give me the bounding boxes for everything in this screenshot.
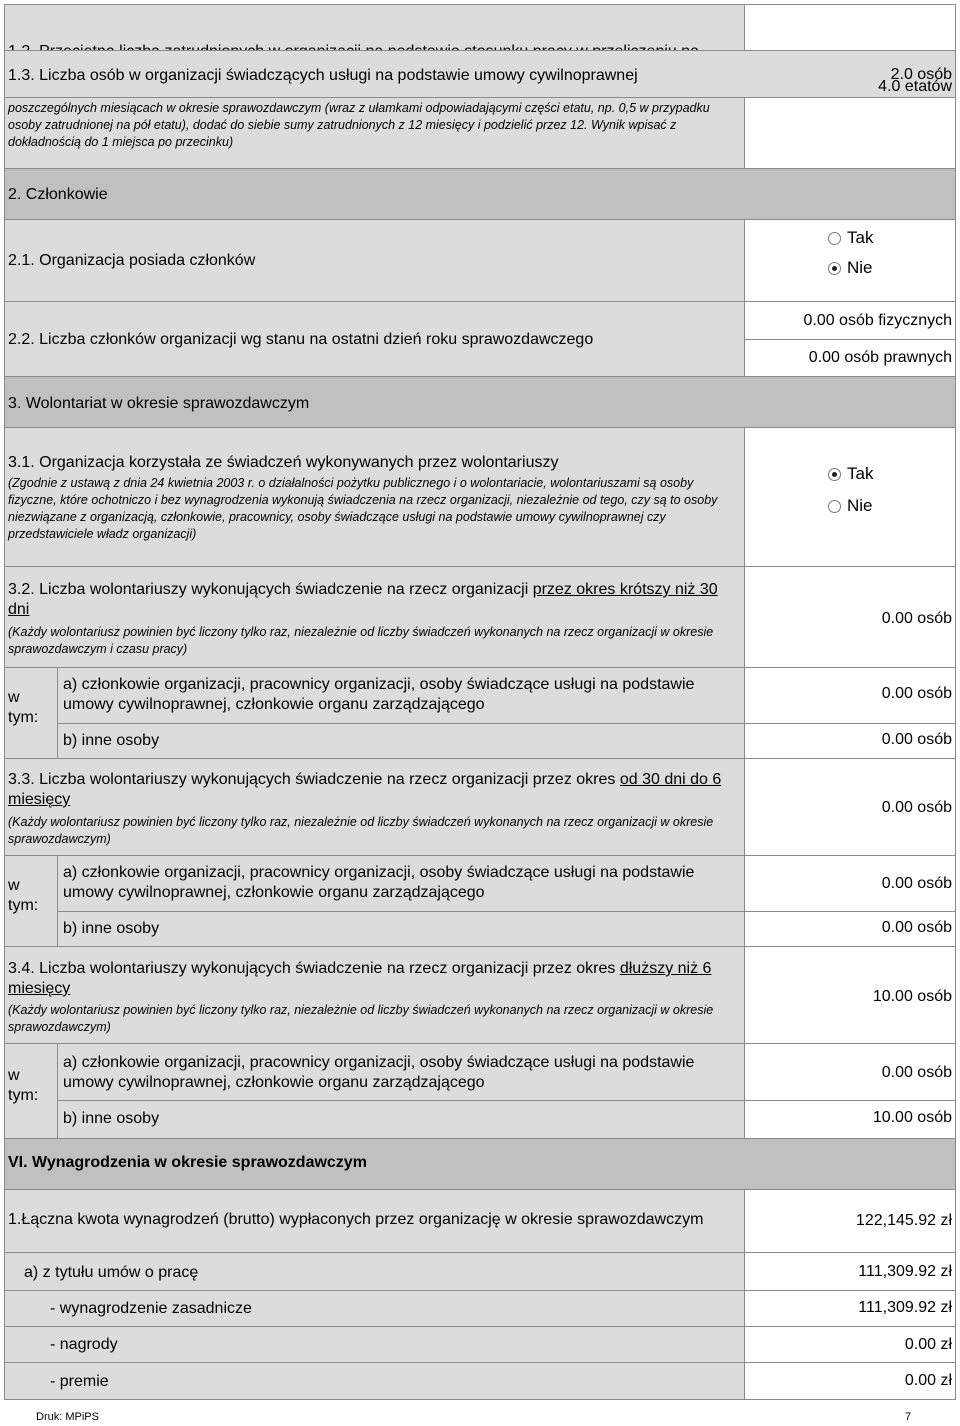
q3-4-b-label: b) inne osoby [63,1110,160,1127]
q3-4-b-value: 10.00 osób [872,1109,952,1126]
q3-3-b-cell [57,911,745,947]
radio-circle-icon[interactable] [828,232,841,245]
q3-1-note: (Zgodnie z ustawą z dnia 24 kwietnia 2003 r. o działalności pożytku publicznego i o wolontariacie, wolontariuszami są osoby fizyczne, które ochotniczo i bez wynagrodzenia wykonują świadczenia na rzecz organizacji, niezależnie od tego, czy są to osoby niezwiązane z organizacją, członkowie, pracownicy, osoby świadczące usługi na podstawie umowy cywilnoprawnej czy przedstawiciele władz organizacji) [8,476,718,541]
section-3-heading: 3. Wolontariat w okresie sprawozdawczym [8,395,310,412]
q3-4-title [8,959,743,999]
q3-2-note: (Każdy wolontariusz powinien być liczony tylko raz, niezależnie od liczby świadczeń wykonanych na rzecz organizacji w okresie sprawozdawczym i czasu pracy) [8,625,714,656]
q3-4-title-text: 3.4. Liczba wolontariuszy wykonujących świadczenie na rzecz organizacji przez okres [8,960,620,977]
q3-2-b-label: b) inne osoby [63,732,160,749]
vi-a3-value: 0.00 zł [904,1372,952,1389]
q3-1-radio-nie[interactable] [828,496,873,516]
q3-3-a-label: a) członkowie organizacji, pracownicy organizacji, osoby świadczące usługi na podstawie umowy cywilnoprawnej, członkowie organu zarządzającego [63,864,695,901]
q3-2-b-cell [57,723,745,759]
q3-4-value: 10.00 osób [872,988,952,1005]
q3-4-title-underlined: dłuższy niż 6 miesięcy [8,960,712,997]
q2-2-fizyczne-value: 0.00 osób fizycznych [803,312,952,329]
q3-3-value: 0.00 osób [881,799,952,816]
q3-3-title-underlined: od 30 dni do 6 miesięcy [8,771,722,808]
vi-a3-label-cell [4,1362,745,1400]
vi-a1-title: - wynagrodzenie zasadnicze [50,1300,252,1317]
radio-label: Nie [847,258,873,277]
radio-label: Tak [847,228,874,247]
q3-2-a-label: a) członkowie organizacji, pracownicy organizacji, osoby świadczące usługi na podstawie umowy cywilnoprawnej, członkowie organu zarządzającego [63,676,695,713]
row-1-3-value: 2.0 osób [890,66,952,83]
q2-2-title: 2.2. Liczba członków organizacji wg stanu na ostatni dzień roku sprawozdawczego [8,331,594,348]
q3-1-title: 3.1. Organizacja korzystała ze świadczeń wykonywanych przez wolontariuszy [8,454,559,471]
q3-3-a-value: 0.00 osób [881,875,952,892]
q3-1-radio-tak[interactable] [828,464,873,484]
q3-3-b-label: b) inne osoby [63,920,160,937]
q3-2-title [8,580,743,620]
q3-3-note: (Każdy wolontariusz powinien być liczony tylko raz, niezależnie od liczby świadczeń wykonanych na rzecz organizacji w okresie sprawozdawczym) [8,815,714,846]
row-1-2-value: 4.0 etatów [878,78,952,95]
q3-3-b-value: 0.00 osób [881,919,952,936]
vi-a1-value: 111,309.92 zł [858,1299,952,1316]
q3-2-b-value: 0.00 osób [881,731,952,748]
q3-2-a-value: 0.00 osób [881,685,952,702]
q2-2-prawne-value: 0.00 osób prawnych [808,349,952,366]
vi-a-value: 111,309.92 zł [858,1263,952,1280]
q3-3-wtym-label: w tym: [8,877,39,914]
q2-1-title: 2.1. Organizacja posiada członków [8,252,256,269]
vi-q1-value: 122,145.92 zł [855,1212,952,1229]
q3-4-a-label: a) członkowie organizacji, pracownicy organizacji, osoby świadczące usługi na podstawie umowy cywilnoprawnej, członkowie organu zarządzającego [63,1054,695,1091]
q3-2-value: 0.00 osób [881,610,952,627]
q3-2-title-text: 3.2. Liczba wolontariuszy wykonujących świadczenie na rzecz organizacji [8,581,533,598]
footer-print-label: Druk: MPiPS [36,1411,99,1423]
q3-4-wtym-label: w tym: [8,1067,39,1104]
vi-a3-title: - premie [50,1373,109,1390]
radio-circle-selected-icon[interactable] [828,262,841,275]
radio-label: Nie [847,496,873,515]
row-1-2-note: poszczególnych miesiącach w okresie sprawozdawczym (wraz z ułamkami odpowiadającymi części etatu, np. 0,5 w przypadku osoby zatrudnionej na pół etatu), dodać do siebie sumy zatrudnionych z 12 miesięcy i podzielić przez 12. Wynik wpisać z dokładnością do 1 miejsca po przecinku) [8,101,710,149]
vi-a-title: a) z tytułu umów o pracę [24,1264,199,1281]
q3-4-b-cell [57,1100,745,1139]
q3-3-title-text: 3.3. Liczba wolontariuszy wykonujących świadczenie na rzecz organizacji przez okres [8,771,620,788]
vi-q1-title: 1.Łączna kwota wynagrodzeń (brutto) wypłaconych przez organizację w okresie sprawozdawczym [8,1211,704,1228]
q2-1-radio-tak[interactable] [828,228,873,248]
radio-circle-selected-icon[interactable] [828,468,841,481]
row-1-3-title: 1.3. Liczba osób w organizacji świadczących usługi na podstawie umowy cywilnoprawnej [8,67,638,84]
section-vi-heading: VI. Wynagrodzenia w okresie sprawozdawczym [8,1154,367,1171]
q3-2-wtym-label: w tym: [8,689,39,726]
vi-a2-title: - nagrody [50,1336,118,1353]
radio-circle-icon[interactable] [828,500,841,513]
q3-4-a-value: 0.00 osób [881,1064,952,1081]
vi-a2-value: 0.00 zł [904,1336,952,1353]
q3-2-title-underlined: przez okres krótszy niż 30 dni [8,581,718,618]
section-2-heading-bar [4,168,956,220]
q3-3-title [8,770,748,810]
radio-label: Tak [847,464,874,483]
q2-1-radio-nie[interactable] [828,258,873,278]
footer-page-number: 7 [905,1411,912,1423]
section-2-heading: 2. Członkowie [8,186,108,203]
q3-4-note: (Każdy wolontariusz powinien być liczony tylko raz, niezależnie od liczby świadczeń wykonanych na rzecz organizacji w okresie sprawozdawczym) [8,1003,714,1034]
row-1-2-title-partial [8,38,738,50]
